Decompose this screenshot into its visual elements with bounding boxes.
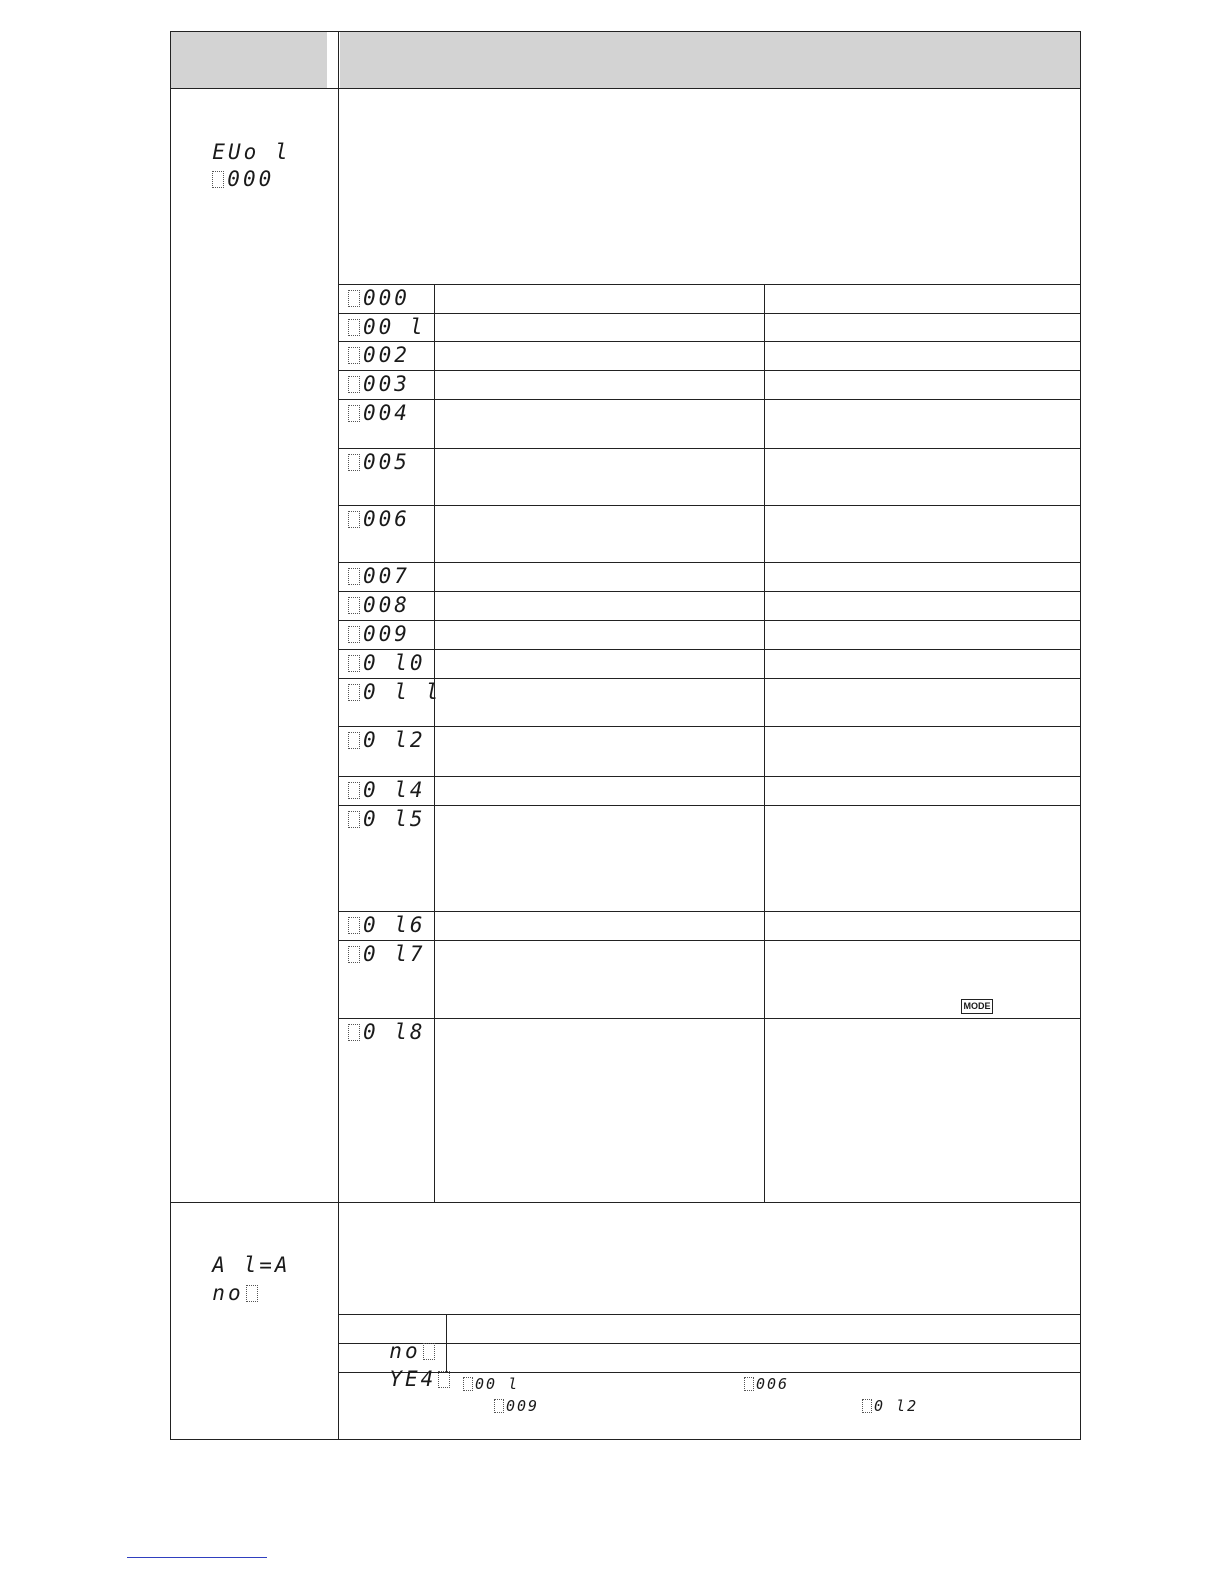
parameter-code-line1: EUo l	[212, 140, 291, 164]
setting-code-value: 0 l6	[363, 913, 426, 937]
note-reference-value: 006	[756, 1375, 790, 1393]
setting-code-value: 003	[363, 372, 410, 396]
row-divider	[170, 88, 1081, 89]
parameter-default-value: 000	[227, 167, 275, 191]
row-divider	[338, 591, 1081, 592]
setting-code-value: 0 l5	[363, 807, 426, 831]
setting-code	[348, 317, 426, 338]
row-divider	[338, 1343, 1081, 1344]
setting-code	[348, 452, 410, 473]
setting-code-value: 002	[363, 343, 410, 367]
setting-code-value: 000	[363, 286, 410, 310]
footer-rule	[127, 1557, 267, 1558]
blank-digit-icon	[212, 171, 224, 188]
setting-code-value: 009	[363, 622, 410, 646]
blank-digit-icon	[348, 811, 360, 828]
option-code-value: YE4	[389, 1367, 437, 1391]
column-divider	[434, 284, 435, 1202]
setting-code	[348, 403, 410, 424]
setting-code	[348, 809, 426, 830]
setting-code	[348, 509, 410, 530]
setting-code	[348, 653, 426, 674]
blank-digit-icon	[348, 782, 360, 799]
setting-code	[348, 566, 410, 587]
setting-code-value: 0 l4	[363, 778, 426, 802]
blank-digit-icon	[348, 684, 360, 701]
blank-digit-icon	[348, 597, 360, 614]
option-code	[358, 1348, 453, 1390]
setting-code-value: 0 l2	[363, 728, 426, 752]
setting-code	[348, 915, 426, 936]
row-divider	[338, 776, 1081, 777]
note-reference	[744, 1377, 789, 1392]
blank-digit-icon	[348, 732, 360, 749]
row-divider	[338, 448, 1081, 449]
blank-digit-icon	[348, 347, 360, 364]
blank-digit-icon	[348, 511, 360, 528]
row-divider	[338, 805, 1081, 806]
blank-digit-icon	[494, 1399, 504, 1413]
blank-digit-icon	[463, 1377, 473, 1391]
note-reference-value: 00 l	[475, 1375, 520, 1393]
row-divider	[338, 620, 1081, 621]
note-reference	[494, 1399, 539, 1414]
row-divider	[338, 505, 1081, 506]
setting-code	[348, 730, 426, 751]
blank-digit-icon	[348, 405, 360, 422]
blank-digit-icon	[348, 290, 360, 307]
setting-code-value: 008	[363, 593, 410, 617]
blank-digit-icon	[348, 568, 360, 585]
blank-digit-icon	[744, 1377, 754, 1391]
parameter-default-value: no	[212, 1281, 244, 1305]
setting-code-value: 0 l l	[363, 680, 442, 704]
blank-digit-icon	[348, 655, 360, 672]
blank-digit-icon	[438, 1371, 450, 1388]
blank-digit-icon	[862, 1399, 872, 1413]
row-divider	[338, 1314, 1081, 1315]
row-divider	[338, 341, 1081, 342]
row-divider	[338, 940, 1081, 941]
parameter-default	[181, 148, 274, 190]
setting-code	[348, 595, 410, 616]
note-reference	[862, 1399, 918, 1414]
setting-code	[348, 944, 426, 965]
blank-digit-icon	[348, 454, 360, 471]
note-reference	[463, 1377, 519, 1392]
parameter-code-line1: A l=A	[212, 1253, 291, 1277]
blank-digit-icon	[246, 1285, 258, 1302]
parameter-default	[181, 1262, 261, 1304]
blank-digit-icon	[348, 626, 360, 643]
row-divider	[170, 1202, 1081, 1203]
setting-code-value: 0 l8	[363, 1020, 426, 1044]
column-divider	[764, 284, 765, 1202]
parameter-table	[170, 31, 1081, 1440]
setting-code-value: 00 l	[363, 315, 426, 339]
setting-code-value: 0 l7	[363, 942, 426, 966]
row-divider	[338, 649, 1081, 650]
row-divider	[338, 726, 1081, 727]
row-divider	[338, 399, 1081, 400]
row-divider	[338, 1018, 1081, 1019]
note-reference-value: 0 l2	[874, 1397, 919, 1415]
row-divider	[338, 284, 1081, 285]
setting-code	[348, 682, 441, 703]
setting-code	[348, 780, 426, 801]
setting-code	[348, 288, 410, 309]
row-divider	[338, 911, 1081, 912]
setting-code-value: 004	[363, 401, 410, 425]
column-divider	[338, 31, 339, 1440]
setting-code	[348, 624, 410, 645]
row-divider	[338, 370, 1081, 371]
option-code-value: no	[389, 1339, 421, 1363]
setting-code	[348, 345, 410, 366]
setting-code-value: 0 l0	[363, 651, 426, 675]
setting-code	[348, 1022, 426, 1043]
blank-digit-icon	[348, 376, 360, 393]
blank-digit-icon	[348, 946, 360, 963]
blank-digit-icon	[348, 917, 360, 934]
setting-code-value: 006	[363, 507, 410, 531]
setting-code-value: 007	[363, 564, 410, 588]
blank-digit-icon	[348, 319, 360, 336]
row-divider	[338, 562, 1081, 563]
blank-digit-icon	[348, 1024, 360, 1041]
mode-key-icon: MODE	[961, 999, 993, 1014]
row-divider	[338, 678, 1081, 679]
setting-code	[348, 374, 410, 395]
note-reference-value: 009	[506, 1397, 540, 1415]
setting-code-value: 005	[363, 450, 410, 474]
row-divider	[338, 313, 1081, 314]
